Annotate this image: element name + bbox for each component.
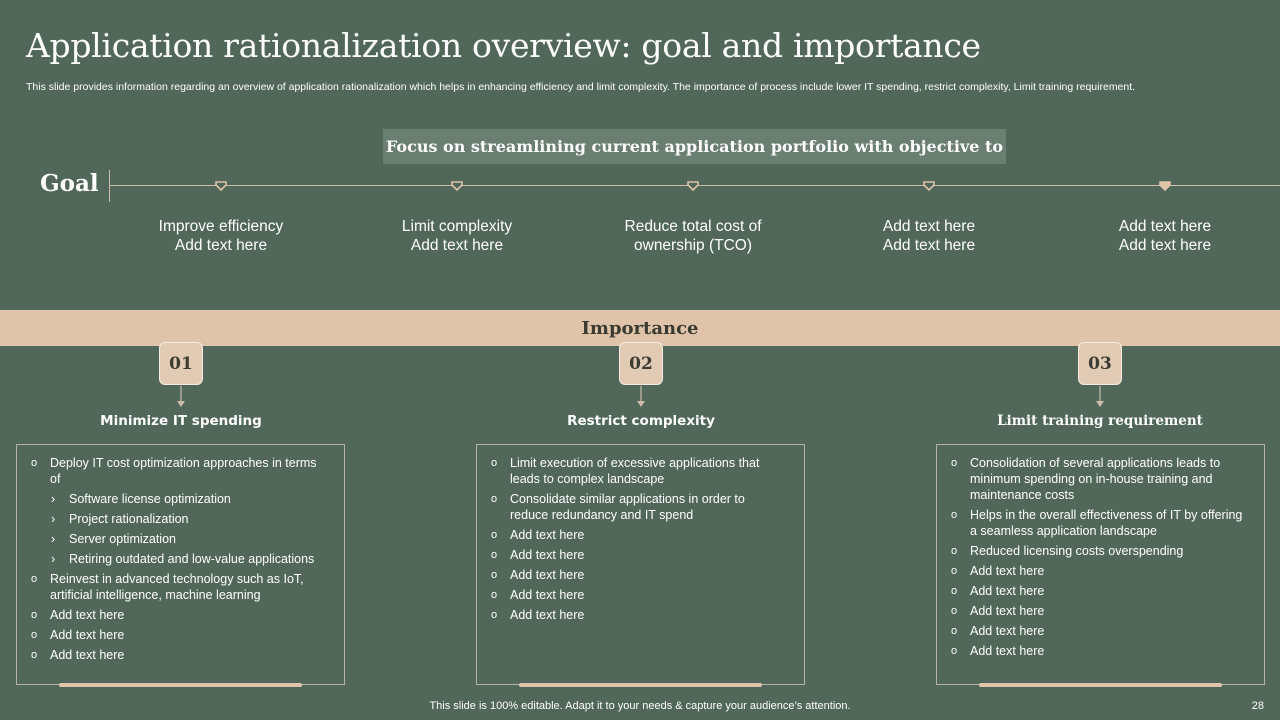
sub-list-item bbox=[17, 511, 344, 527]
list-item bbox=[477, 455, 804, 487]
circle-bullet-icon: o bbox=[951, 605, 958, 617]
list-item-text: Limit execution of excessive applications that leads to complex landscape bbox=[510, 456, 760, 486]
page-number: 28 bbox=[1251, 700, 1264, 712]
list-item-text: Add text here bbox=[510, 608, 585, 622]
importance-list bbox=[17, 455, 344, 667]
list-item-text: Add text here bbox=[970, 644, 1045, 658]
circle-bullet-icon: o bbox=[31, 649, 38, 661]
focus-banner bbox=[383, 129, 1006, 164]
circle-bullet-icon: o bbox=[951, 545, 958, 557]
importance-card bbox=[16, 444, 345, 685]
list-item-text: Add text here bbox=[510, 548, 585, 562]
list-item-text: Add text here bbox=[970, 564, 1045, 578]
chevron-bullet-icon: › bbox=[51, 512, 56, 526]
column-heading: Minimize IT spending bbox=[100, 413, 262, 429]
goal-item bbox=[362, 217, 552, 255]
card-accent-bar bbox=[59, 683, 302, 687]
list-item bbox=[17, 607, 344, 623]
list-item bbox=[937, 507, 1264, 539]
goal-item-line: Add text here bbox=[1118, 218, 1212, 235]
card-accent-bar bbox=[979, 683, 1222, 687]
list-item bbox=[477, 607, 804, 623]
goal-item-line: Add text here bbox=[174, 237, 268, 254]
list-item-text: Software license optimization bbox=[69, 492, 231, 506]
list-item-text: Add text here bbox=[510, 588, 585, 602]
timeline-marker-icon bbox=[451, 181, 463, 191]
list-item bbox=[937, 623, 1264, 639]
circle-bullet-icon: o bbox=[31, 457, 38, 469]
list-item bbox=[937, 603, 1264, 619]
circle-bullet-icon: o bbox=[951, 585, 958, 597]
goal-item-line: ownership (TCO) bbox=[634, 237, 752, 254]
list-item-text: Add text here bbox=[50, 608, 125, 622]
step-number-badge: 02 bbox=[619, 342, 663, 385]
circle-bullet-icon: o bbox=[951, 509, 958, 521]
focus-banner-text: Focus on streamlining current application portfolio with objective to bbox=[385, 137, 1004, 156]
circle-bullet-icon: o bbox=[31, 609, 38, 621]
list-item bbox=[477, 491, 804, 523]
goal-item bbox=[126, 217, 316, 255]
importance-list bbox=[477, 455, 804, 627]
list-item bbox=[477, 547, 804, 563]
importance-list bbox=[937, 455, 1264, 663]
goal-item bbox=[834, 217, 1024, 255]
circle-bullet-icon: o bbox=[491, 549, 498, 561]
list-item bbox=[937, 583, 1264, 599]
goal-item-line: Limit complexity bbox=[401, 218, 513, 235]
footer-note: This slide is 100% editable. Adapt it to your needs & capture your audience’s attention. bbox=[429, 700, 851, 712]
list-item-text: Add text here bbox=[970, 624, 1045, 638]
timeline-marker-icon bbox=[1159, 181, 1171, 191]
arrow-down-icon bbox=[1095, 386, 1105, 408]
circle-bullet-icon: o bbox=[31, 573, 38, 585]
list-item-text: Add text here bbox=[970, 584, 1045, 598]
list-item bbox=[17, 627, 344, 643]
list-item-text: Add text here bbox=[50, 648, 125, 662]
list-item-text: Deploy IT cost optimization approaches in terms of bbox=[50, 456, 317, 486]
card-accent-bar bbox=[519, 683, 762, 687]
column-heading: Limit training requirement bbox=[997, 413, 1203, 429]
circle-bullet-icon: o bbox=[951, 645, 958, 657]
list-item bbox=[937, 563, 1264, 579]
importance-label: Importance bbox=[581, 317, 699, 339]
circle-bullet-icon: o bbox=[951, 565, 958, 577]
goal-item-line: Improve efficiency bbox=[158, 218, 284, 235]
list-item-text: Retiring outdated and low-value applications bbox=[69, 552, 315, 566]
circle-bullet-icon: o bbox=[491, 529, 498, 541]
goal-label: Goal bbox=[40, 170, 99, 197]
list-item bbox=[477, 587, 804, 603]
circle-bullet-icon: o bbox=[491, 457, 498, 469]
goal-item-line: Reduce total cost of bbox=[624, 218, 762, 235]
list-item-text: Project rationalization bbox=[69, 512, 189, 526]
list-item-text: Reinvest in advanced technology such as IoT, artificial intelligence, machine learning bbox=[50, 572, 304, 602]
list-item-text: Server optimization bbox=[69, 532, 176, 546]
list-item-text: Reduced licensing costs overspending bbox=[970, 544, 1184, 558]
list-item bbox=[17, 647, 344, 663]
goal-item bbox=[1070, 217, 1260, 255]
chevron-bullet-icon: › bbox=[51, 492, 56, 506]
importance-card bbox=[476, 444, 805, 685]
arrow-down-icon bbox=[176, 386, 186, 408]
importance-band bbox=[0, 310, 1280, 346]
sub-list-item bbox=[17, 551, 344, 567]
list-item bbox=[17, 571, 344, 603]
list-item bbox=[937, 543, 1264, 559]
circle-bullet-icon: o bbox=[491, 609, 498, 621]
importance-card bbox=[936, 444, 1265, 685]
goal-item-line: Add text here bbox=[1118, 237, 1212, 254]
slide-description: This slide provides information regarding an overview of application rationalization which helps in enhancing efficiency and limit complexity. The importance of process include lower IT spending, restrict complexity, Limit training requirement. bbox=[26, 81, 1136, 93]
circle-bullet-icon: o bbox=[951, 457, 958, 469]
chevron-bullet-icon: › bbox=[51, 532, 56, 546]
chevron-bullet-icon: › bbox=[51, 552, 56, 566]
list-item bbox=[937, 643, 1264, 659]
list-item bbox=[937, 455, 1264, 503]
goal-item-line: Add text here bbox=[882, 237, 976, 254]
circle-bullet-icon: o bbox=[951, 625, 958, 637]
timeline-marker-icon bbox=[923, 181, 935, 191]
list-item bbox=[477, 527, 804, 543]
sub-list-item bbox=[17, 491, 344, 507]
circle-bullet-icon: o bbox=[491, 493, 498, 505]
goal-item-line: Add text here bbox=[410, 237, 504, 254]
list-item bbox=[477, 567, 804, 583]
circle-bullet-icon: o bbox=[491, 569, 498, 581]
circle-bullet-icon: o bbox=[491, 589, 498, 601]
circle-bullet-icon: o bbox=[31, 629, 38, 641]
list-item-text: Add text here bbox=[510, 568, 585, 582]
step-number-badge: 03 bbox=[1078, 342, 1122, 385]
list-item-text: Add text here bbox=[510, 528, 585, 542]
list-item-text: Add text here bbox=[50, 628, 125, 642]
timeline-marker-icon bbox=[215, 181, 227, 191]
timeline-marker-icon bbox=[687, 181, 699, 191]
step-number-badge: 01 bbox=[159, 342, 203, 385]
list-item-text: Add text here bbox=[970, 604, 1045, 618]
goal-item-line: Add text here bbox=[882, 218, 976, 235]
goal-item bbox=[598, 217, 788, 255]
goal-divider bbox=[109, 170, 110, 202]
list-item-text: Consolidation of several applications leads to minimum spending on in-house training and maintenance costs bbox=[970, 456, 1221, 502]
list-item-text: Helps in the overall effectiveness of IT by offering a seamless application landscape bbox=[970, 508, 1243, 538]
column-heading: Restrict complexity bbox=[567, 413, 715, 429]
list-item bbox=[17, 455, 344, 487]
list-item-text: Consolidate similar applications in order to reduce redundancy and IT spend bbox=[510, 492, 745, 522]
slide-title: Application rationalization overview: goal and importance bbox=[26, 26, 981, 65]
sub-list-item bbox=[17, 531, 344, 547]
arrow-down-icon bbox=[636, 386, 646, 408]
